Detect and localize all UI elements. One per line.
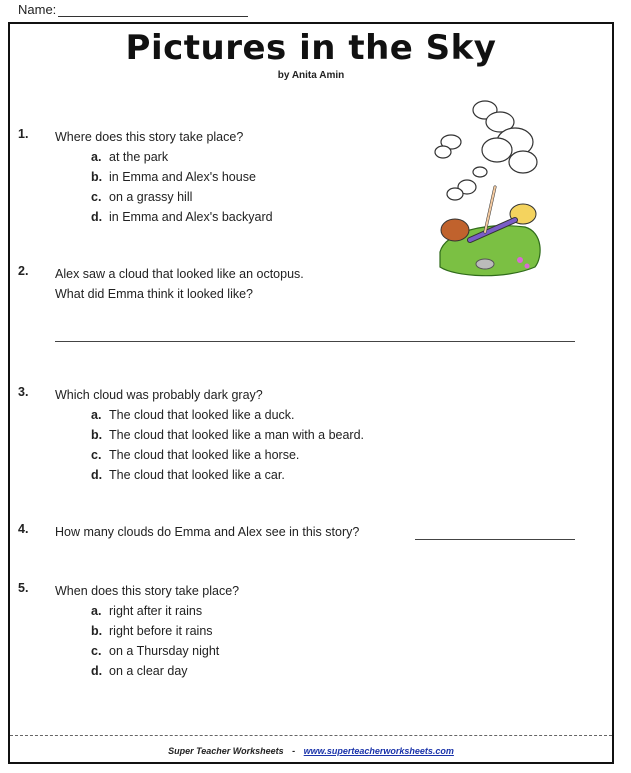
answer-line[interactable] [415, 538, 575, 540]
option-c[interactable]: c. on a grassy hill [91, 190, 193, 204]
option-b[interactable]: b. in Emma and Alex's house [91, 170, 256, 184]
worksheet-author: by Anita Amin [277, 70, 345, 81]
option-d[interactable]: d. on a clear day [91, 664, 188, 678]
footer-separator: - [292, 746, 296, 756]
question-number: 2. [18, 264, 29, 278]
question-number: 3. [18, 385, 29, 399]
footer-brand: Super Teacher Worksheets [168, 746, 284, 756]
question-text: When does this story take place? [55, 584, 240, 598]
question-text: How many clouds do Emma and Alex see in this story? [55, 525, 360, 539]
question-text: Alex saw a cloud that looked like an octopus. What did Emma think it looked like? [55, 267, 304, 301]
options [91, 405, 364, 485]
question-text: Which cloud was probably dark gray? [55, 388, 263, 402]
options [91, 147, 273, 227]
option-b[interactable]: b. The cloud that looked like a man with a beard. [91, 428, 365, 442]
worksheet [8, 22, 614, 764]
option-d[interactable]: d. The cloud that looked like a car. [91, 468, 285, 482]
name-label: Name: [18, 2, 57, 17]
footer [10, 746, 612, 756]
option-a[interactable]: a. right after it rains [91, 604, 203, 618]
clouds-illustration [425, 92, 545, 282]
option-b[interactable]: b. right before it rains [91, 624, 213, 638]
option-a[interactable]: a. The cloud that looked like a duck. [91, 408, 295, 422]
options [91, 601, 219, 681]
question-number: 5. [18, 581, 29, 595]
question-number: 4. [18, 522, 29, 536]
answer-line[interactable] [55, 340, 575, 342]
option-c[interactable]: c. The cloud that looked like a horse. [91, 448, 300, 462]
option-d[interactable]: d. in Emma and Alex's backyard [91, 210, 273, 224]
footer-divider [10, 735, 612, 736]
question-number: 1. [18, 127, 29, 141]
worksheet-title: Pictures in the Sky [125, 28, 497, 68]
name-field-line[interactable] [58, 4, 248, 17]
option-c[interactable]: c. on a Thursday night [91, 644, 220, 658]
name-row [18, 2, 248, 17]
option-a[interactable]: a. at the park [91, 150, 169, 164]
footer-url-link[interactable]: www.superteacherworksheets.com [303, 746, 454, 756]
question-text: Where does this story take place? [55, 130, 244, 144]
